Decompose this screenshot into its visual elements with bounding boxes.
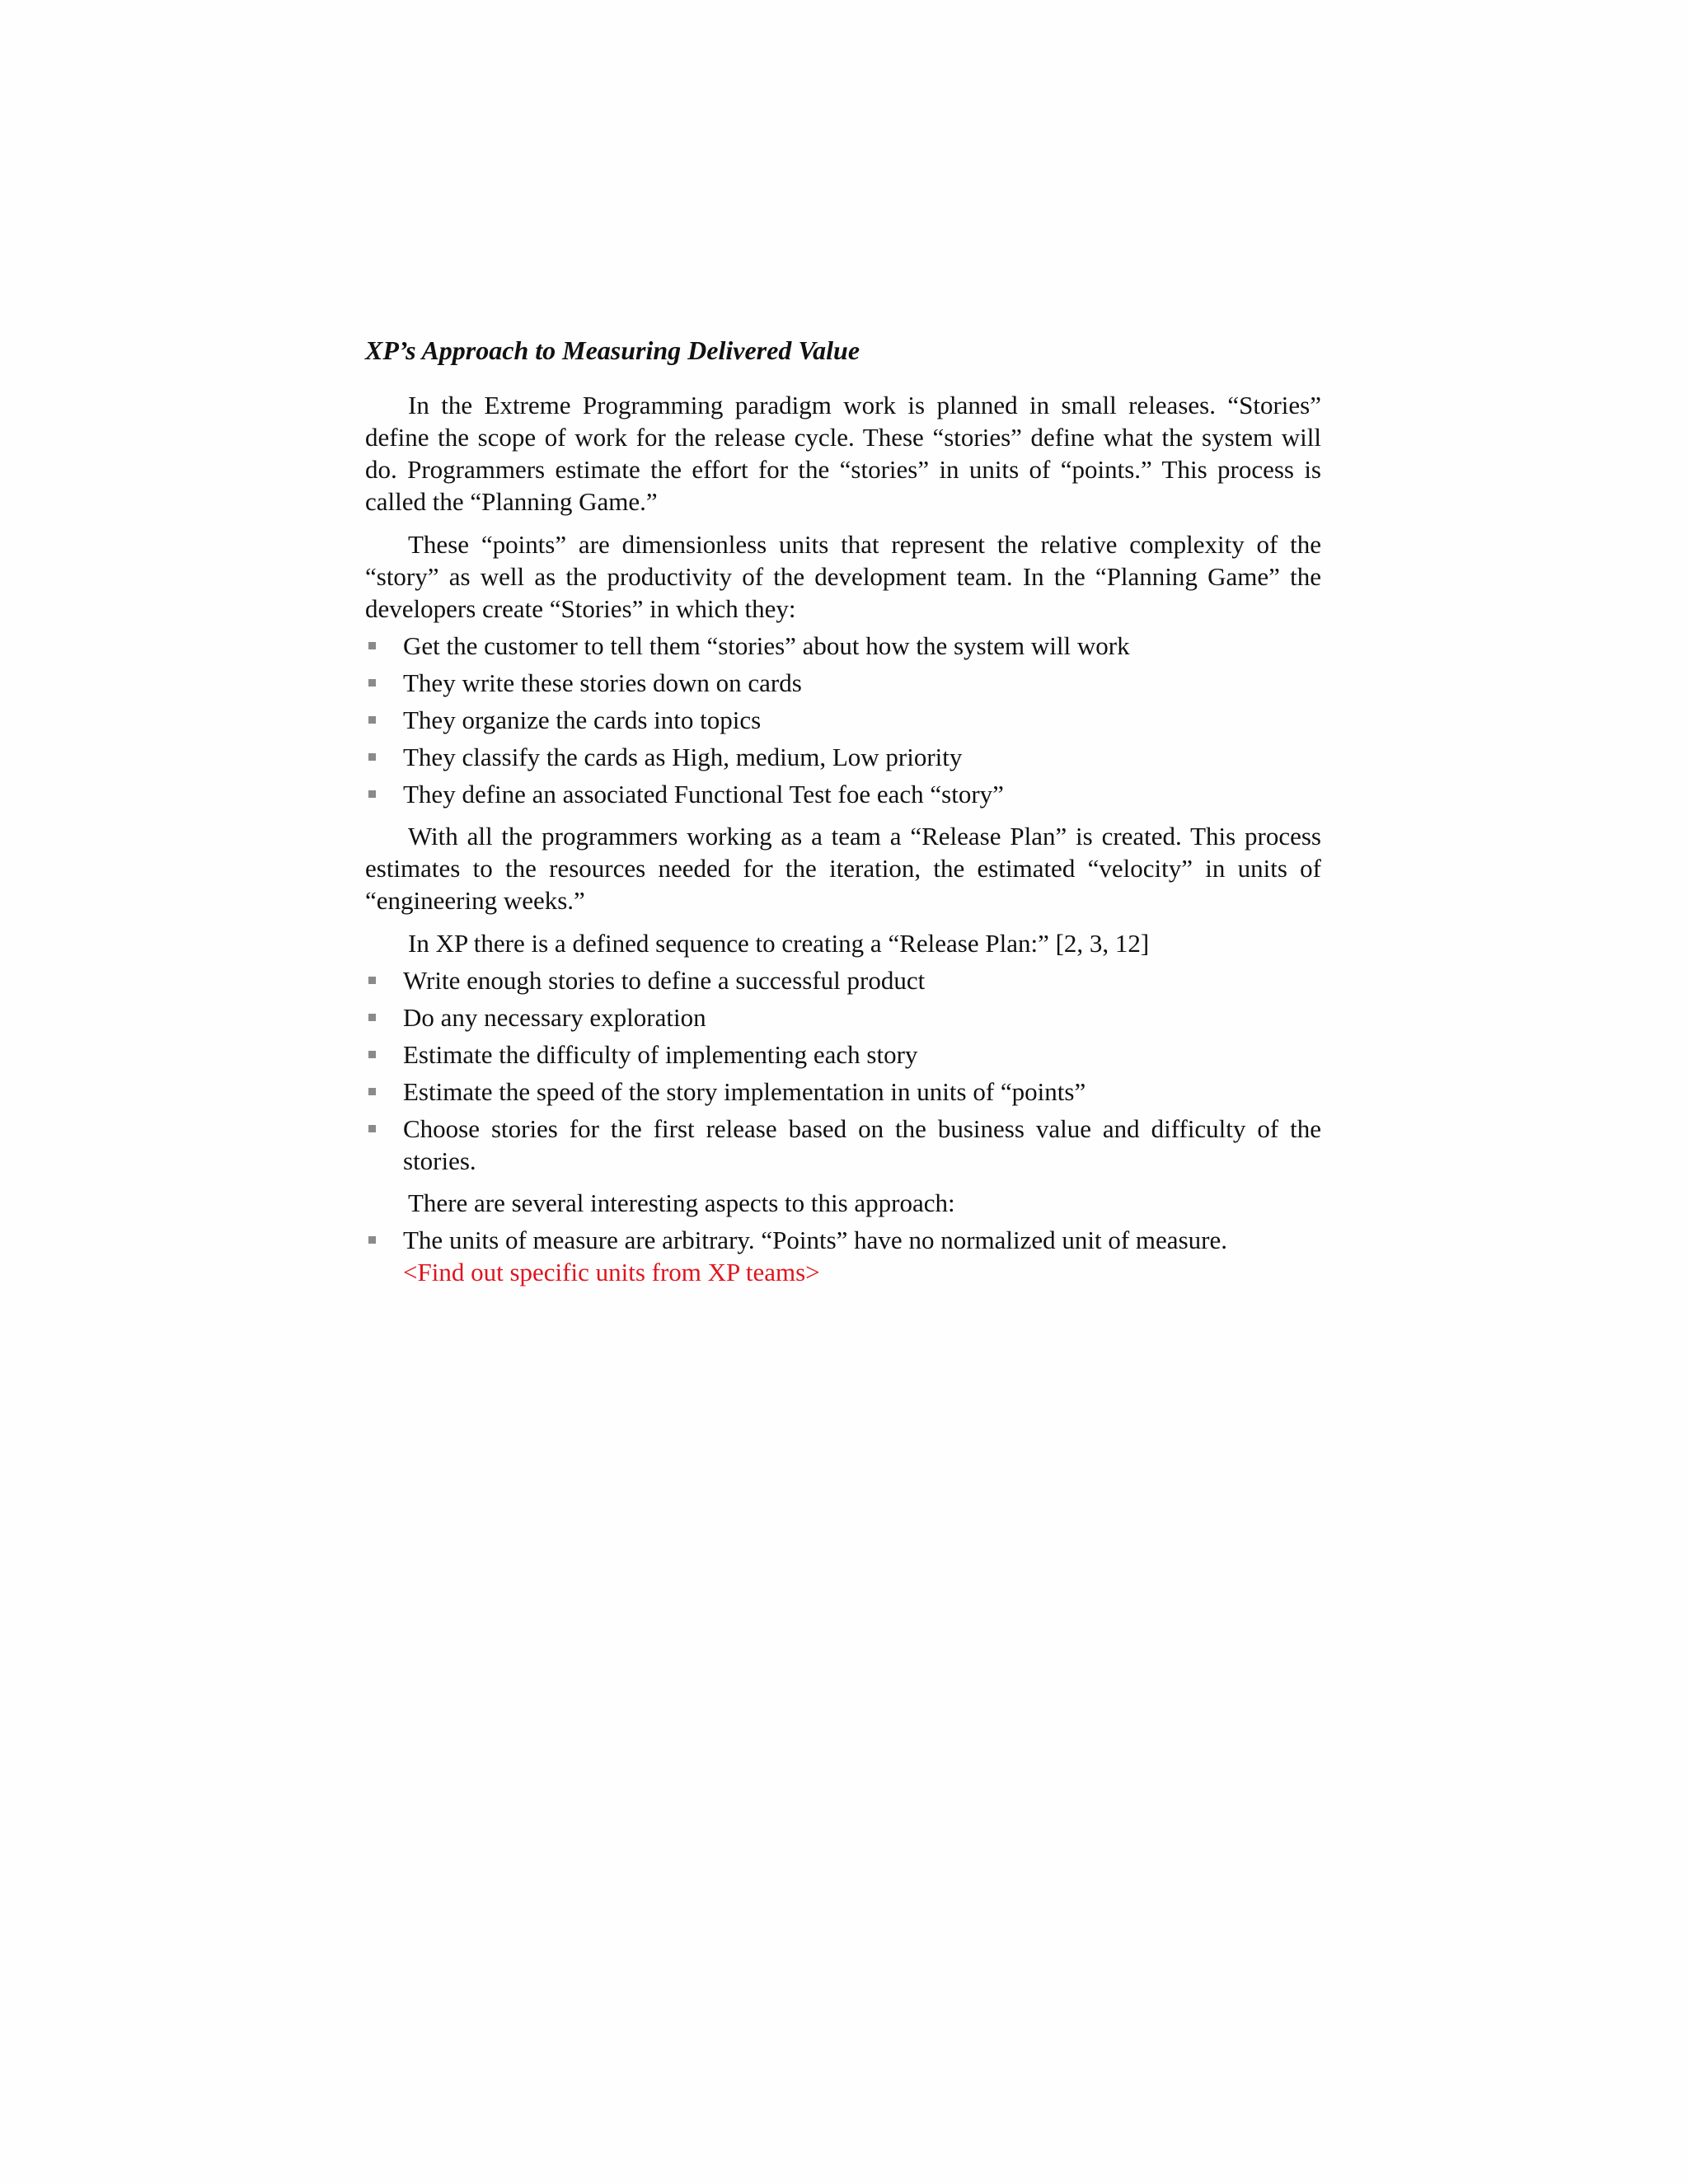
- square-bullet-icon: [368, 1051, 376, 1058]
- square-bullet-icon: [368, 1125, 376, 1132]
- list-item: [365, 1076, 1321, 1108]
- list-item: [365, 964, 1321, 996]
- list-item: [365, 1001, 1321, 1033]
- list-item: [365, 778, 1321, 810]
- square-bullet-icon: [368, 790, 376, 798]
- list-item-text: Do any necessary exploration: [403, 1003, 706, 1032]
- paragraph-release-plan: With all the programmers working as a team a “Release Plan” is created. This process estimates to the resources needed for the iteration, the estimated “velocity” in units of “engineering weeks.”: [365, 822, 1321, 915]
- list-item: [365, 630, 1321, 662]
- list-item-text: They define an associated Functional Test foe each “story”: [403, 780, 1004, 808]
- list-item: [365, 1113, 1321, 1177]
- paragraph-sequence: In XP there is a defined sequence to creating a “Release Plan:” [2, 3, 12]: [408, 929, 1150, 958]
- planning-game-list: [365, 630, 1321, 810]
- square-bullet-icon: [368, 679, 376, 687]
- list-item-text: Estimate the speed of the story implementation in units of “points”: [403, 1077, 1086, 1106]
- list-item-text: Estimate the difficulty of implementing each story: [403, 1040, 918, 1069]
- list-item: [365, 741, 1321, 773]
- square-bullet-icon: [368, 1236, 376, 1244]
- list-item: [365, 667, 1321, 699]
- paragraph-points: These “points” are dimensionless units that represent the relative complexity of the “story” as well as the productivity of the development team. In the “Planning Game” the developers create “Stories” in which they:: [365, 530, 1321, 623]
- editor-note: <Find out specific units from XP teams>: [403, 1258, 820, 1286]
- list-item-text: They write these stories down on cards: [403, 668, 802, 697]
- list-item-text: They organize the cards into topics: [403, 705, 762, 734]
- list-item: [365, 1038, 1321, 1071]
- aspects-list: [365, 1224, 1321, 1288]
- document-page: [365, 334, 1321, 1298]
- release-plan-list: [365, 964, 1321, 1177]
- section-heading: XP’s Approach to Measuring Delivered Value: [365, 335, 860, 365]
- square-bullet-icon: [368, 1014, 376, 1021]
- paragraph-intro: In the Extreme Programming paradigm work is planned in small releases. “Stories” define the scope of work for the release cycle. These “stories” define what the system will do. Programmers estimate the effort for the “stories” in units of “points.” This process is called the “Planning Game.”: [365, 391, 1321, 516]
- list-item-text: Write enough stories to define a successful product: [403, 966, 926, 995]
- paragraph-aspects: There are several interesting aspects to this approach:: [408, 1188, 955, 1217]
- square-bullet-icon: [368, 716, 376, 724]
- list-item: [365, 1224, 1321, 1288]
- square-bullet-icon: [368, 977, 376, 984]
- square-bullet-icon: [368, 1088, 376, 1095]
- list-item: [365, 704, 1321, 736]
- list-item-text: Get the customer to tell them “stories” about how the system will work: [403, 631, 1130, 660]
- list-item-text: The units of measure are arbitrary. “Points” have no normalized unit of measure.: [403, 1226, 1227, 1254]
- list-item-text: Choose stories for the first release based on the business value and difficulty of the stories.: [403, 1114, 1321, 1175]
- list-item-text: They classify the cards as High, medium, Low priority: [403, 743, 963, 771]
- square-bullet-icon: [368, 642, 376, 649]
- square-bullet-icon: [368, 753, 376, 761]
